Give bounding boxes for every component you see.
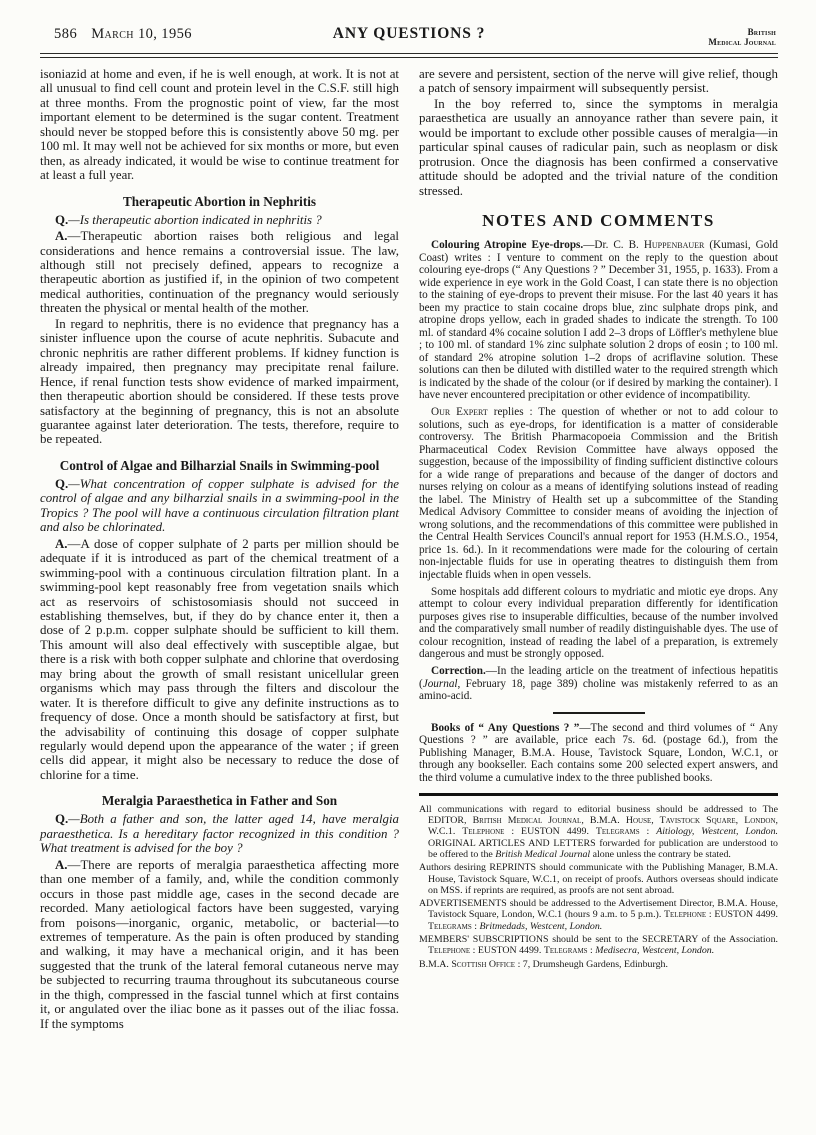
journal-name-line2: Medical Journal bbox=[708, 37, 776, 48]
footer-advertisements-paragraph: ADVERTISEMENTS should be addressed to the Advertisement Director, B.M.A. House, Tavistock Square, London, W.C.1 (hours 9 a.m. to 5 p.m.). Telephone : EUSTON 4499. Telegrams : Britmedads, Westcent, London. bbox=[419, 898, 778, 932]
notes-section bbox=[419, 239, 778, 784]
issue-date: March 10, 1956 bbox=[91, 26, 192, 42]
books-paragraph: Books of “ Any Questions ? ”—The second and third volumes of “ Any Questions ? ” are available, price each 7s. 6d. (postage 6d.), from the Publishing Manager, B.M.A. House, Tavistock Square, London, W.C.1, or through any bookseller. Each contains some 200 selected expert answers, and the third volume a cumulative index to the three published books. bbox=[419, 721, 778, 784]
answer-nephritis-2: In regard to nephritis, there is no evidence that pregnancy has a sinister influence upon the course of acute nephritis. Subacute and chronic nephritis are rather different problems. If kidney function is already impaired, then pregnancy may precipitate renal failure. Hence, if renal function tests show evidence of marked impairment, then therapeutic abortion should be considered. If these tests prove satisfactory at the beginning of pregnancy, this is not an absolute guarantee against later deterioration. The tests, therefore, require to be repeated. bbox=[40, 316, 399, 447]
heading-therapeutic-abortion: Therapeutic Abortion in Nephritis bbox=[122, 193, 317, 209]
correction-paragraph: Correction.—In the leading article on the treatment of infectious hepatitis (Journal, February 18, page 389) choline was mistakenly referred to as an amino-acid. bbox=[419, 665, 778, 703]
meralgia-advice-paragraph: In the boy referred to, since the symptoms in meralgia paraesthetica are usually an annoyance rather than severe pain, it would be important to exclude other possible causes of meralgia—in particular spinal causes of radicular pain, such as neoplasm or disk protrusion. Once the diagnosis has been confirmed a conservative attitude should be adopted and the trivial nature of the condition stressed. bbox=[419, 96, 778, 198]
footer-editorial-paragraph: All communications with regard to editorial business should be addressed to The EDITOR, British Medical Journal, B.M.A. House, Tavistock Square, London, W.C.1. Telephone : EUSTON 4499. Telegrams : Aitiology, Westcent, London. ORIGINAL ARTICLES AND LETTERS forwarded for publication are understood to be offered to the British Medical Journal alone unless the contrary be stated. bbox=[419, 804, 779, 860]
journal-name bbox=[708, 27, 776, 48]
section-divider-rule bbox=[553, 712, 645, 714]
page-body bbox=[40, 67, 778, 1032]
page-number: 586 bbox=[54, 26, 78, 42]
left-column bbox=[40, 67, 399, 1032]
question-meralgia: Q.—Both a father and son, the latter aged 14, have meralgia paraesthetica. Is a hereditary factor recognized in this condition ? What treatment is advised for the boy ? bbox=[40, 812, 399, 856]
expert-reply-paragraph: Our Expert replies : The question of whether or not to add colour to solutions, such as eye-drops, for identification is a matter of considerable controversy. The British Pharmacopoeia Commission and the British Pharmaceutical Codex Revision Committee have always opposed the suggestion, because of the impossibility of finding sufficient distinctive colours for a wide range of preparations and because of the danger of doctors and nurses relying on colour as a means of identifying solutions instead of reading the label. The Ministry of Health set up a subcommittee of the Standing Medical Advisory Committee to consider means of avoiding the injection of wrong solutions, and the recommendations of this committee were published in the Central Health Services Council's annual report for 1953 (H.M.S.O., 1954, price 1s. 6d.). In it recommendations were made for the colouring of certain non-injectable fluids for use in operating theatres to distinguish them from injectable fluids when in open vessels. bbox=[419, 406, 778, 581]
answer-swimming-pool: A.—A dose of copper sulphate of 2 parts per million should be adequate if it is introduced as part of the chemical treatment of a swimming-pool with a continuous circulation filtration plant. In a swimming-pool kept reasonably free from vegetation snails which act as reservoirs of schistosomiasis should not succeed in establishing themselves, but, if they do by chance enter it, then a dose of 2 p.p.m. copper sulphate should be sufficient to kill them. This amount will also deal effectively with susceptible algae, but there is a risk with both copper sulphate and chlorine that overdosing may bring about the growth of small resistant unicellular green organisms which may pass through the filters and discolour the water. It is therefore difficult to give any definite instructions as to frequency of dose. Once a month should be satisfactory at first, but the advisability of continuing this dosage of copper sulphate regularly would depend upon the appearance of the water ; if green cells did appear, it might also be necessary to reduce the dose of chlorine for a time. bbox=[40, 536, 399, 782]
answer-nephritis-1: A.—Therapeutic abortion raises both religious and legal considerations and hence remains a controversial issue. The law, although still not precisely defined, appears to recognize a therapeutic abortion as justified if, in the opinion of two competent medical authorities, continuation of the pregnancy would seriously threaten the physical or mental health of the mother. bbox=[40, 229, 399, 316]
meralgia-continuation-paragraph: are severe and persistent, section of the nerve will give relief, though a patch of sensory impairment will subsequently persist. bbox=[419, 67, 778, 96]
right-column bbox=[419, 67, 778, 1032]
heading-meralgia: Meralgia Paraesthetica in Father and Son bbox=[101, 793, 338, 809]
footer-subscriptions-paragraph: MEMBERS' SUBSCRIPTIONS should be sent to the SECRETARY of the Association. Telephone : EUSTON 4499. Telegrams : Medisecra, Westcent, London. bbox=[419, 934, 778, 957]
colouring-eye-drops-letter: Colouring Atropine Eye-drops.—Dr. C. B. Huppenbauer (Kumasi, Gold Coast) writes : I venture to comment on the reply to the question about colouring eye-drops (“ Any Questions ? ” December 31, 1955, p. 1633). From a wide experience in eye work in the Gold Coast, I can state there is no objection to the staining of eye-drops to prevent their misuse. For the last 40 years it has been my practice to stain cocaine drops blue, zinc sulphate drops pink, and atropine drops yellow, each in graded shades to indicate the strength. To 100 ml. of standard 4% cocaine solution I add 2–3 drops of Löffler's methylene blue ; to 100 ml. of standard 1% zinc sulphate solution 2 drops of eosin ; to 100 ml. of standard 2% atropine solution 1–2 drops of acriflavine solution. These solutions can then be diluted with distilled water to the required strength which is indicated by the shade of the colour (or if desired by marking the container). I have never encountered precipitation or other evidence of incompatibility. bbox=[419, 239, 779, 402]
journal-name-line1: British bbox=[747, 27, 776, 37]
question-swimming-pool: Q.—What concentration of copper sulphate is advised for the control of algae and any bilharzial snails in a swimming-pool in the Tropics ? The pool will have a continuous circulation filtration plant and also be chlorinated. bbox=[40, 476, 399, 535]
footer-reprints-paragraph: Authors desiring REPRINTS should communicate with the Publishing Manager, B.M.A. House, Tavistock Square, W.C.1, on receipt of proofs. Authors overseas should indicate on MSS. if reprints are required, as proofs are not sent abroad. bbox=[419, 862, 778, 896]
running-title: ANY QUESTIONS ? bbox=[332, 25, 486, 42]
footer-scottish-office-paragraph: B.M.A. Scottish Office : 7, Drumsheugh Gardens, Edinburgh. bbox=[419, 959, 668, 971]
page-header bbox=[40, 26, 778, 50]
publisher-info-box bbox=[419, 793, 778, 970]
isoniazid-continuation-paragraph: isoniazid at home and even, if he is well enough, at work. It is not at all unusual to find cell count and protein level in the C.S.F. still high at three months. From the prognostic point of view, far the most important element to be determined is the sugar content. Treatment should never be stopped before this is consistently above 50 mg. per 100 ml. It may well not be achieved for six months or more, but even then, as already indicated, it would be wise to continue treatment for at least a full year. bbox=[40, 67, 399, 183]
hospitals-colours-paragraph: Some hospitals add different colours to mydriatic and miotic eye drops. Any attempt to colour every individual preparation differently for identification purposes gives rise to insuperable difficulties, because of the number involved and the comparatively small number of readily distinguishable dyes. The use of colour recognition, instead of reading the label of a preparation, is extremely dangerous and must be strongly opposed. bbox=[419, 585, 778, 661]
notes-and-comments-heading: NOTES AND COMMENTS bbox=[482, 211, 715, 231]
question-nephritis: Q.—Is therapeutic abortion indicated in nephritis ? bbox=[55, 212, 322, 227]
heading-algae-control: Control of Algae and Bilharzial Snails in Swimming-pool bbox=[59, 457, 380, 473]
header-rule bbox=[40, 53, 778, 58]
answer-meralgia: A.—There are reports of meralgia paraesthetica affecting more than one member of a family, and, while the condition commonly occurs in those past middle age, cases in the second decade are recorded. Many aetiological factors have been suggested, varying from poisons—inorganic, organic, metabolic, or bacterial—to extremes of temperature. As the pain is often produced by standing and walking, it may have a mechanical origin, and it has been suggested that the trunk of the lateral femoral cutaneous nerve may be subjected to recurring trauma throughout its subcutaneous course in the thigh, compressed in the fascial tunnel which at first contains it, or angulated over the iliac bone as it passes out of the iliac fossa. If the symptoms bbox=[40, 857, 399, 1031]
